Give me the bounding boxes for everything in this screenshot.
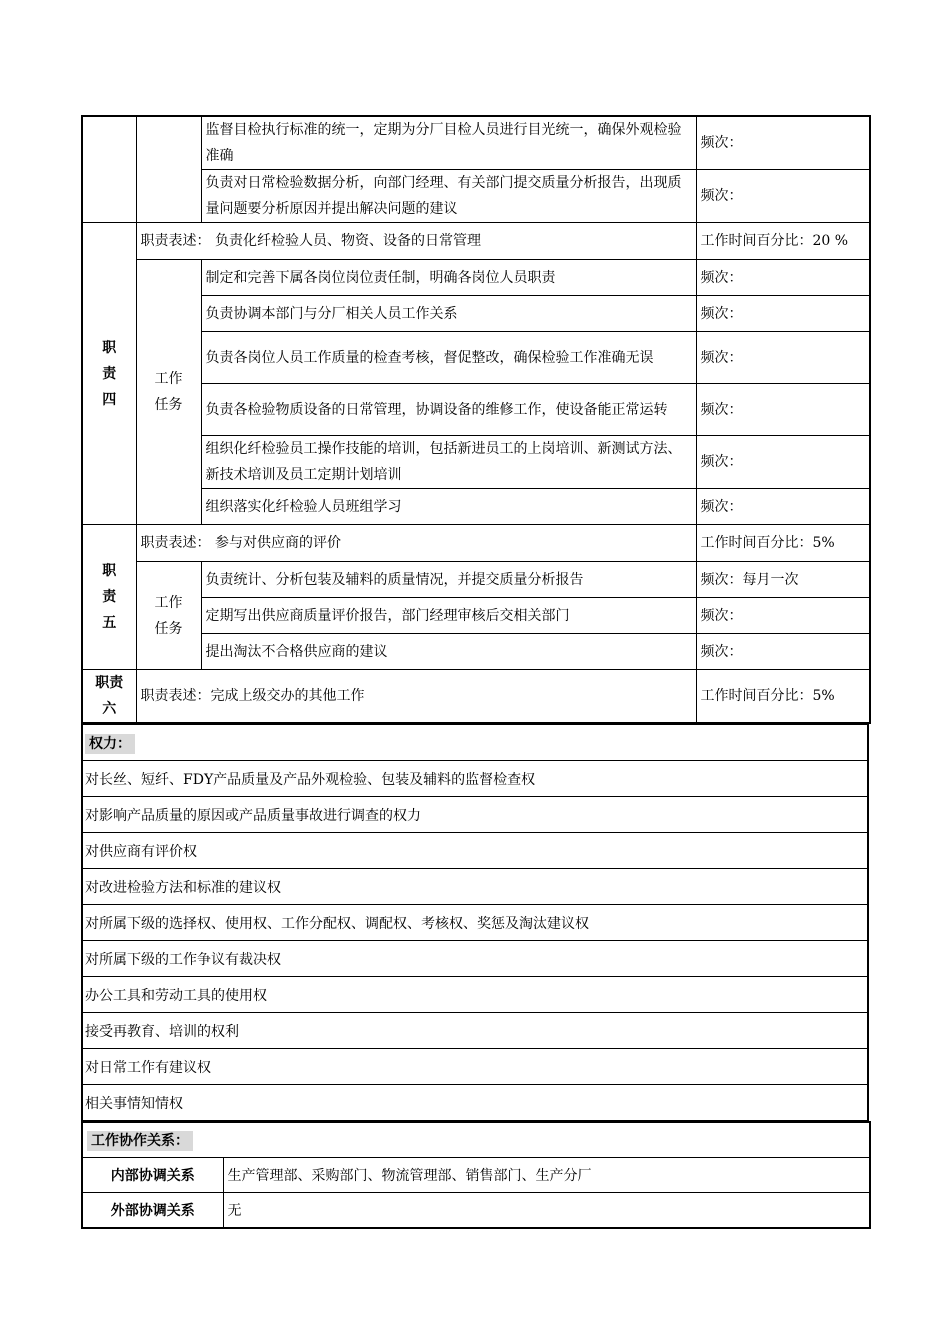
internal-coordination-value: 生产管理部、采购部门、物流管理部、销售部门、生产分厂 [223, 1158, 870, 1193]
job-description-page [81, 115, 869, 1229]
table-row [82, 489, 870, 525]
task-text: 组织落实化纤检验人员班组学习 [201, 489, 696, 525]
table-row [82, 634, 870, 670]
power-section-title [82, 725, 868, 761]
cooperation-title-text: 工作协作关系： [87, 1131, 193, 1151]
task-frequency: 频次： [696, 170, 870, 223]
time-percentage: 工作时间百分比：5% [696, 670, 870, 724]
task-frequency: 频次： [696, 116, 870, 170]
table-row [82, 941, 868, 977]
cooperation-section-title [82, 1122, 870, 1158]
table-row [82, 436, 870, 489]
work-task-label [136, 562, 201, 670]
table-row [82, 223, 870, 260]
task-text: 组织化纤检验员工操作技能的培训，包括新进员工的上岗培训、新测试方法、新技术培训及员工定期计划培训 [201, 436, 696, 489]
table-row [82, 562, 870, 598]
work-task-text: 工作任务 [154, 594, 183, 637]
power-item: 相关事情知情权 [82, 1085, 868, 1121]
power-item: 对所属下级的工作争议有裁决权 [82, 941, 868, 977]
task-label-cell [136, 116, 201, 223]
table-row [82, 725, 868, 761]
power-item: 对影响产品质量的原因或产品质量事故进行调查的权力 [82, 797, 868, 833]
table-row [82, 869, 868, 905]
task-frequency: 频次： [696, 634, 870, 670]
table-row [82, 1049, 868, 1085]
internal-coordination-label: 内部协调关系 [82, 1158, 223, 1193]
task-frequency: 频次： [696, 436, 870, 489]
table-row [82, 598, 870, 634]
table-row [82, 905, 868, 941]
duty-five-text: 职责五 [102, 563, 117, 631]
table-row [82, 332, 870, 384]
external-coordination-label: 外部协调关系 [82, 1193, 223, 1229]
power-table [81, 724, 869, 1121]
cooperation-table [81, 1121, 871, 1229]
power-title-text: 权力： [85, 734, 135, 754]
task-text: 负责统计、分析包装及辅料的质量情况，并提交质量分析报告 [201, 562, 696, 598]
task-text: 负责各岗位人员工作质量的检查考核，督促整改，确保检验工作准确无误 [201, 332, 696, 384]
task-text: 提出淘汰不合格供应商的建议 [201, 634, 696, 670]
table-row [82, 761, 868, 797]
duty-statement: 职责表述： 负责化纤检验人员、物资、设备的日常管理 [136, 223, 696, 260]
duty-statement: 职责表述：完成上级交办的其他工作 [136, 670, 696, 724]
power-item: 接受再教育、培训的权利 [82, 1013, 868, 1049]
table-row [82, 384, 870, 436]
power-item: 对供应商有评价权 [82, 833, 868, 869]
task-frequency: 频次： [696, 598, 870, 634]
table-row [82, 116, 870, 170]
power-item: 办公工具和劳动工具的使用权 [82, 977, 868, 1013]
table-row [82, 260, 870, 296]
task-frequency: 频次：每月一次 [696, 562, 870, 598]
external-coordination-value: 无 [223, 1193, 870, 1229]
table-row [82, 296, 870, 332]
task-text: 监督目检执行标准的统一，定期为分厂目检人员进行目光统一，确保外观检验准确 [201, 116, 696, 170]
power-item: 对日常工作有建议权 [82, 1049, 868, 1085]
table-row [82, 670, 870, 724]
table-row [82, 833, 868, 869]
time-percentage: 工作时间百分比：5% [696, 525, 870, 562]
task-frequency: 频次： [696, 384, 870, 436]
duties-table [81, 115, 871, 724]
table-row [82, 977, 868, 1013]
task-text: 定期写出供应商质量评价报告，部门经理审核后交相关部门 [201, 598, 696, 634]
power-item: 对改进检验方法和标准的建议权 [82, 869, 868, 905]
work-task-label [136, 260, 201, 525]
duty-five-label [82, 525, 136, 670]
task-frequency: 频次： [696, 296, 870, 332]
task-text: 负责各检验物质设备的日常管理，协调设备的维修工作，使设备能正常运转 [201, 384, 696, 436]
table-row [82, 1193, 870, 1229]
table-row [82, 1122, 870, 1158]
task-text: 负责对日常检验数据分析，向部门经理、有关部门提交质量分析报告，出现质量问题要分析原因并提出解决问题的建议 [201, 170, 696, 223]
power-item: 对所属下级的选择权、使用权、工作分配权、调配权、考核权、奖惩及淘汰建议权 [82, 905, 868, 941]
time-percentage: 工作时间百分比：20 % [696, 223, 870, 260]
task-frequency: 频次： [696, 260, 870, 296]
duty-six-label [82, 670, 136, 724]
work-task-text: 工作任务 [154, 371, 183, 413]
duty-statement: 职责表述： 参与对供应商的评价 [136, 525, 696, 562]
task-text: 制定和完善下属各岗位岗位责任制，明确各岗位人员职责 [201, 260, 696, 296]
task-frequency: 频次： [696, 489, 870, 525]
table-row [82, 797, 868, 833]
table-row [82, 1085, 868, 1121]
task-text: 负责协调本部门与分厂相关人员工作关系 [201, 296, 696, 332]
duty-four-label [82, 223, 136, 525]
table-row [82, 525, 870, 562]
power-item: 对长丝、短纤、FDY产品质量及产品外观检验、包装及辅料的监督检查权 [82, 761, 868, 797]
duty-label-cell [82, 116, 136, 223]
duty-six-text: 职责六 [95, 675, 124, 717]
table-row [82, 1013, 868, 1049]
task-frequency: 频次： [696, 332, 870, 384]
duty-four-text: 职责四 [102, 339, 117, 408]
table-row [82, 1158, 870, 1193]
table-row [82, 170, 870, 223]
